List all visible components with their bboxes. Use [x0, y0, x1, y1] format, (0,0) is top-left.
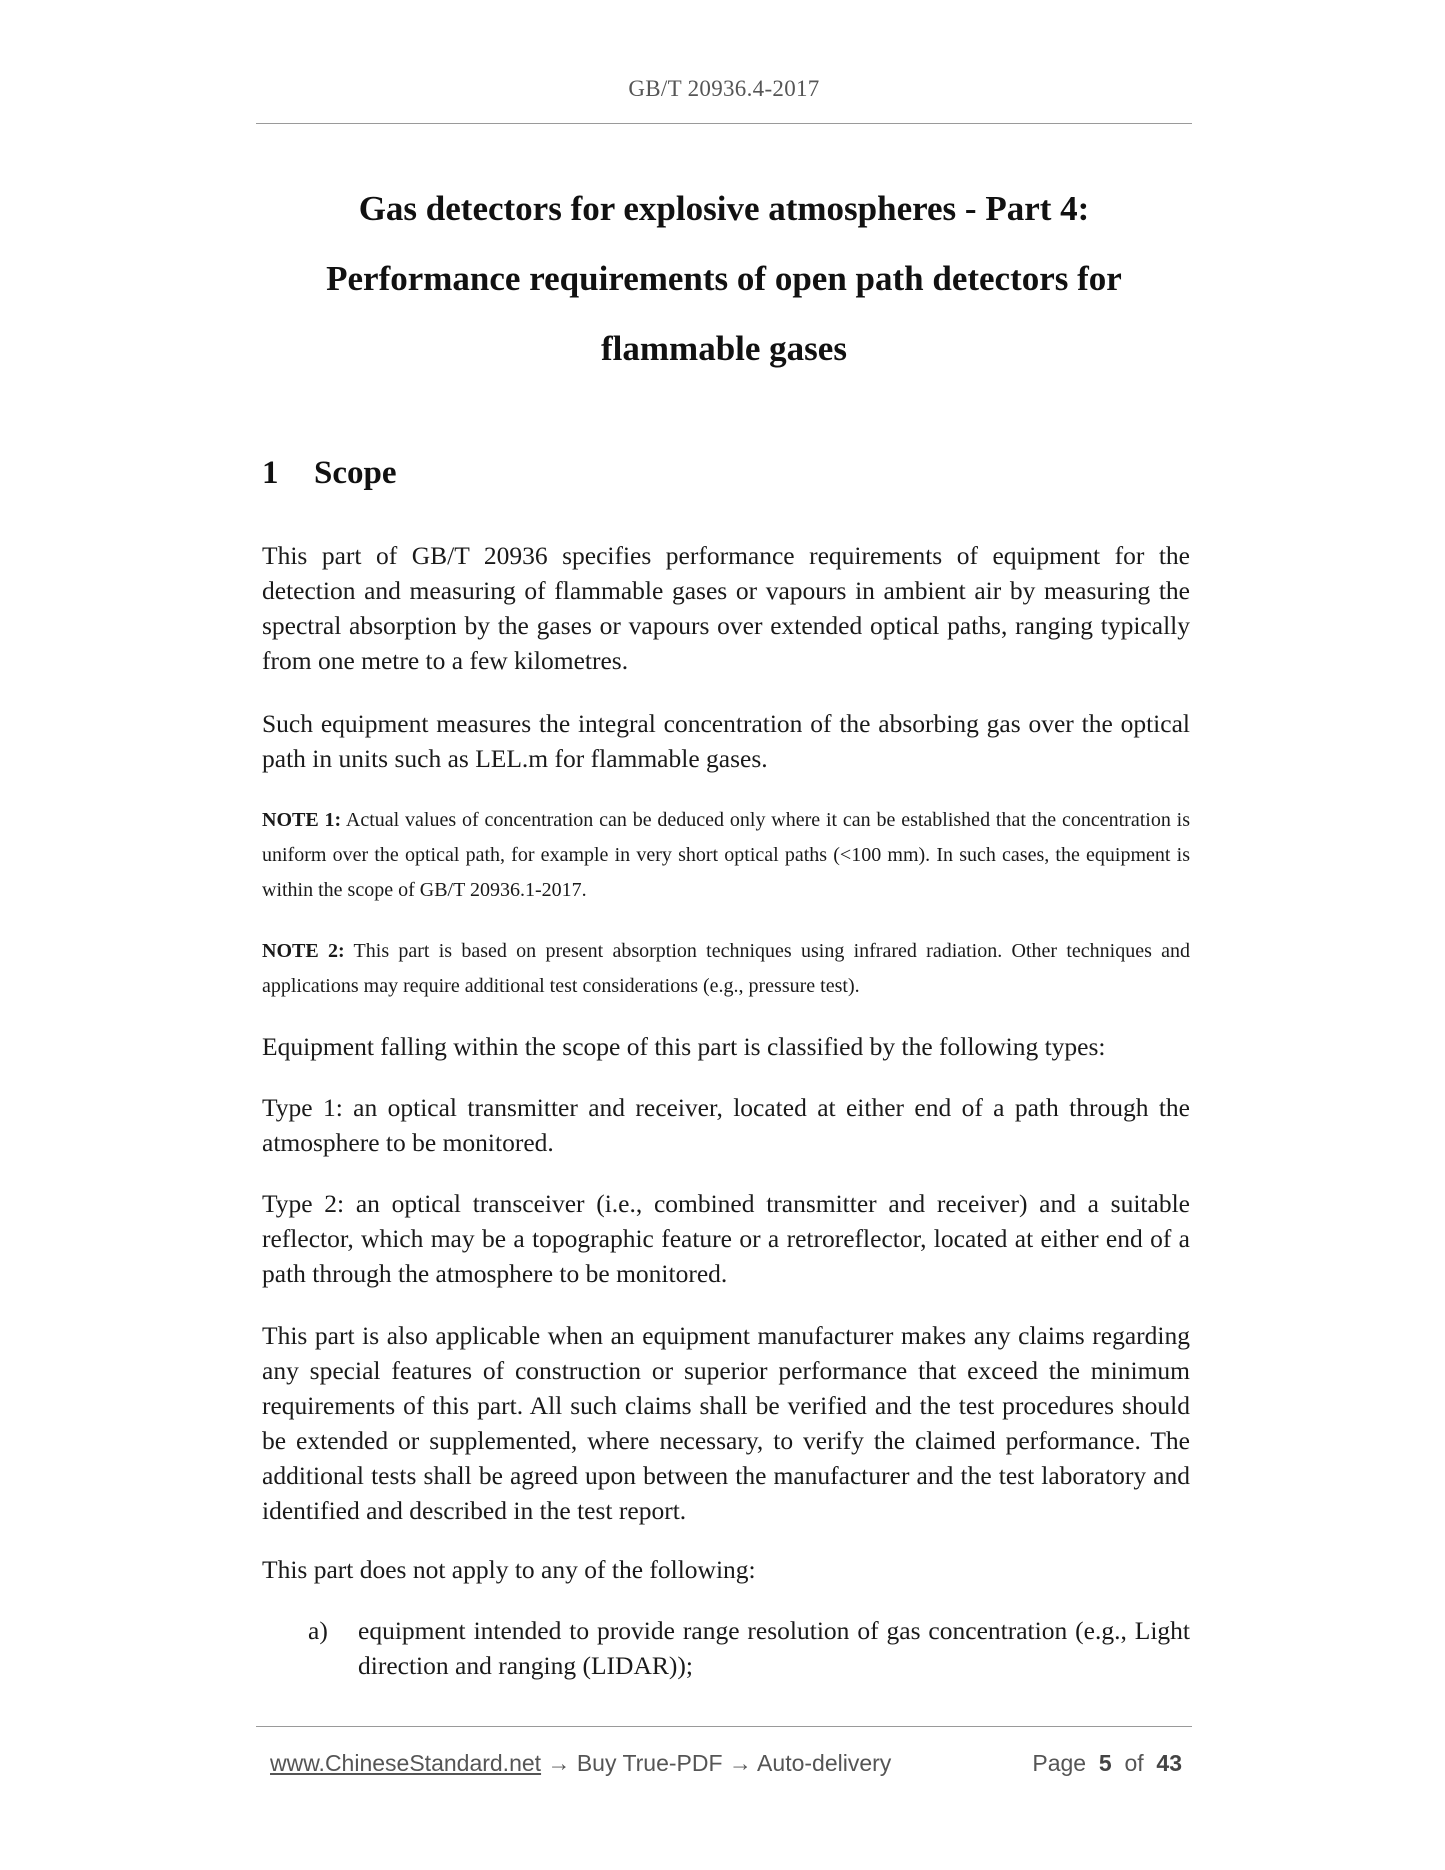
footer-divider — [256, 1726, 1192, 1727]
title-line-3: flammable gases — [601, 329, 847, 368]
note-1 — [262, 803, 1190, 908]
page-of: of — [1124, 1750, 1144, 1776]
paragraph-scope-2: Such equipment measures the integral concentration of the absorbing gas over the optical path in units such as LEL.m for flammable gases. — [262, 709, 1190, 773]
paragraph-types-intro: Equipment falling within the scope of this part is classified by the following types: — [262, 1032, 1106, 1061]
page-total: 43 — [1156, 1750, 1182, 1776]
page-label: Page — [1032, 1750, 1087, 1776]
list-item — [262, 1613, 1190, 1683]
page-footer — [270, 1750, 1182, 1777]
title-line-1: Gas detectors for explosive atmospheres - Part 4: — [358, 189, 1090, 228]
running-header: GB/T 20936.4-2017 — [628, 76, 820, 101]
note-1-label: NOTE 1: — [262, 809, 342, 831]
paragraph-exclusions-intro: This part does not apply to any of the following: — [262, 1555, 756, 1584]
page-indicator — [1032, 1750, 1182, 1777]
section-heading — [262, 455, 397, 492]
section-title: Scope — [314, 455, 397, 491]
note-1-text: Actual values of concentration can be deduced only where it can be established that the concentration is uniform over the optical path, for example in very short optical paths (<100 mm). In such cases, the equipment is within the scope of GB/T 20936.1-2017. — [262, 809, 1190, 901]
page-current: 5 — [1098, 1750, 1112, 1776]
title-line-2: Performance requirements of open path detectors for — [326, 259, 1122, 298]
section-number: 1 — [262, 455, 279, 491]
note-2-label: NOTE 2: — [262, 940, 345, 962]
paragraph-type-1: Type 1: an optical transmitter and receiver, located at either end of a path through the atmosphere to be monitored. — [262, 1093, 1190, 1157]
header-divider — [256, 123, 1192, 124]
paragraph-type-2: Type 2: an optical transceiver (i.e., combined transmitter and receiver) and a suitable reflector, which may be a topographic feature or a retroreflector, located at either end of a path through the atmosphere to be monitored. — [262, 1189, 1190, 1288]
list-marker: a) — [308, 1616, 328, 1645]
paragraph-claims: This part is also applicable when an equipment manufacturer makes any claims regarding any special features of construction or superior performance that exceed the minimum requirements of this part. All such claims shall be verified and the test procedures should be extended or supplemented, where necessary, to verify the claimed performance. The additional tests shall be agreed upon between the manufacturer and the test laboratory and identified and described in the test report. — [262, 1321, 1190, 1525]
note-2-text: This part is based on present absorption techniques using infrared radiation. Other techniques and applications may require additional test considerations (e.g., pressure test). — [262, 940, 1191, 997]
site-link[interactable]: www.ChineseStandard.net — [270, 1750, 542, 1776]
note-2 — [262, 934, 1190, 1004]
paragraph-scope-1: This part of GB/T 20936 specifies performance requirements of equipment for the detection and measuring of flammable gases or vapours in ambient air by measuring the spectral absorption by the gases or vapours over extended optical paths, ranging typically from one metre to a few kilometres. — [262, 541, 1190, 675]
list-item-text: equipment intended to provide range resolution of gas concentration (e.g., Light direction and ranging (LIDAR)); — [358, 1616, 1190, 1680]
footer-promo: → Buy True-PDF → Auto-delivery — [541, 1750, 892, 1776]
document-title — [256, 174, 1192, 384]
